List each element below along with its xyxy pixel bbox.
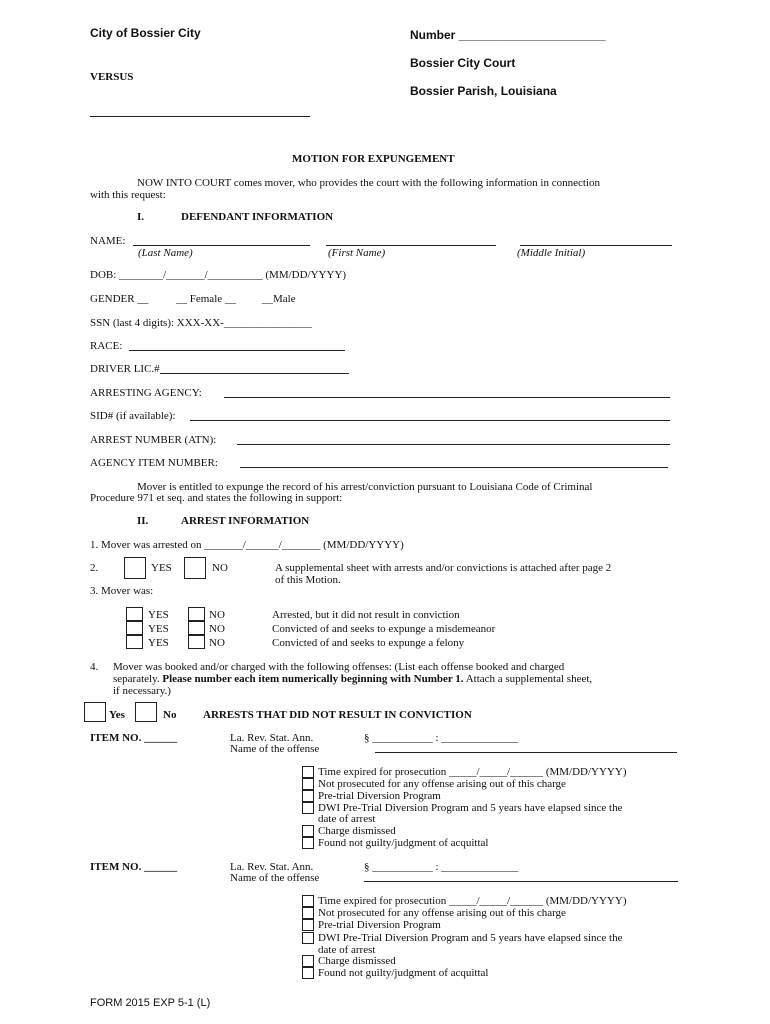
arrests-yes-label: Yes: [109, 709, 125, 721]
item1-number-field[interactable]: ITEM NO. ______: [90, 732, 178, 744]
versus-label: VERSUS: [90, 71, 134, 83]
middle-initial-field[interactable]: [520, 245, 672, 246]
item2-dwi-label-cont: date of arrest: [318, 944, 376, 956]
q3-row2-no-label: NO: [209, 623, 225, 635]
item2-not-guilty-label: Found not guilty/judgment of acquittal: [318, 967, 489, 979]
item1-statute-label: La. Rev. Stat. Ann.: [230, 732, 314, 744]
item1-not-guilty-label: Found not guilty/judgment of acquittal: [318, 837, 489, 849]
item1-not-prosecuted-checkbox[interactable]: [302, 778, 314, 790]
item2-offense-field[interactable]: [364, 881, 678, 882]
arrests-yes-checkbox[interactable]: [84, 702, 106, 722]
middle-initial-caption: (Middle Initial): [517, 247, 586, 259]
q3-row1-no-checkbox[interactable]: [188, 607, 205, 621]
item1-offense-label: Name of the offense: [230, 743, 320, 755]
name-label: NAME:: [90, 235, 126, 247]
last-name-field[interactable]: [133, 245, 310, 246]
item1-not-guilty-checkbox[interactable]: [302, 837, 314, 849]
item2-dwi-checkbox[interactable]: [302, 932, 314, 944]
gender-field[interactable]: GENDER __: [90, 293, 149, 305]
dob-field[interactable]: DOB: ________/_______/__________ (MM/DD/YYYY): [90, 269, 347, 281]
entitled-text-line2: Procedure 971 et seq. and states the following in support:: [90, 492, 343, 504]
q4-text-line1: Mover was booked and/or charged with the following offenses: (List each offense booked and charged: [113, 661, 565, 673]
first-name-caption: (First Name): [328, 247, 386, 259]
item2-not-prosecuted-label: Not prosecuted for any offense arising out of this charge: [318, 907, 566, 919]
race-field[interactable]: [129, 350, 345, 351]
q3-row1-yes-label: YES: [148, 609, 169, 621]
form-footer: FORM 2015 EXP 5-1 (L): [90, 997, 211, 1009]
entitled-text-line1: Mover is entitled to expunge the record of his arrest/conviction pursuant to Louisiana Code of Criminal: [137, 481, 593, 493]
item1-time-expired-checkbox[interactable]: [302, 766, 314, 778]
arrest-number-field[interactable]: [237, 444, 670, 445]
item1-time-expired-label: Time expired for prosecution _____/_____/______ (MM/DD/YYYY): [318, 766, 627, 778]
q4-text-line3: if necessary.): [113, 685, 171, 697]
item2-not-guilty-checkbox[interactable]: [302, 967, 314, 979]
item2-pretrial-checkbox[interactable]: [302, 919, 314, 931]
q3-row1-yes-checkbox[interactable]: [126, 607, 143, 621]
item1-dwi-checkbox[interactable]: [302, 802, 314, 814]
section2-number: II.: [137, 515, 149, 527]
arrests-no-checkbox[interactable]: [135, 702, 157, 722]
section1-heading: DEFENDANT INFORMATION: [181, 211, 334, 223]
case-number-field[interactable]: Number ______________________: [410, 28, 606, 42]
item2-number-field[interactable]: ITEM NO. ______: [90, 861, 178, 873]
ssn-field[interactable]: SSN (last 4 digits): XXX-XX-________________: [90, 317, 312, 329]
q2-yes-checkbox[interactable]: [124, 557, 146, 579]
section2-heading: ARREST INFORMATION: [181, 515, 310, 527]
agency-item-label: AGENCY ITEM NUMBER:: [90, 457, 218, 469]
female-option[interactable]: __ Female __: [176, 293, 236, 305]
q2-text-line1: A supplemental sheet with arrests and/or convictions is attached after page 2: [275, 562, 612, 574]
q3-row1-no-label: NO: [209, 609, 225, 621]
q3-option-misdemeanor: Convicted of and seeks to expunge a misdemeanor: [272, 623, 496, 635]
item1-dismissed-label: Charge dismissed: [318, 825, 396, 837]
q3-label: 3. Mover was:: [90, 585, 154, 597]
defendant-name-line[interactable]: [90, 116, 310, 117]
court-name: Bossier City Court: [410, 56, 516, 70]
driver-license-field[interactable]: [160, 373, 349, 374]
q2-no-checkbox[interactable]: [184, 557, 206, 579]
q4-text-line2: separately. Please number each item numerically beginning with Number 1. Attach a supplemental sheet,: [113, 673, 593, 685]
q3-row2-no-checkbox[interactable]: [188, 621, 205, 635]
sid-label: SID# (if available):: [90, 410, 176, 422]
section1-number: I.: [137, 211, 145, 223]
intro-text-line2: with this request:: [90, 189, 166, 201]
item2-pretrial-label: Pre-trial Diversion Program: [318, 919, 441, 931]
sid-field[interactable]: [190, 420, 670, 421]
driver-license-label: DRIVER LIC.#: [90, 363, 160, 375]
intro-text-line1: NOW INTO COURT comes mover, who provides the court with the following information in connection: [137, 177, 600, 189]
arresting-agency-label: ARRESTING AGENCY:: [90, 387, 202, 399]
q3-row3-no-label: NO: [209, 637, 225, 649]
city-name: City of Bossier City: [90, 26, 201, 40]
item2-time-expired-label: Time expired for prosecution _____/_____/______ (MM/DD/YYYY): [318, 895, 627, 907]
first-name-field[interactable]: [326, 245, 496, 246]
race-label: RACE:: [90, 340, 123, 352]
q3-row3-no-checkbox[interactable]: [188, 635, 205, 649]
q3-row3-yes-label: YES: [148, 637, 169, 649]
arrests-heading: ARRESTS THAT DID NOT RESULT IN CONVICTION: [203, 709, 472, 721]
agency-item-field[interactable]: [240, 467, 668, 468]
page-title: MOTION FOR EXPUNGEMENT: [292, 153, 455, 165]
item1-statute-field[interactable]: § ___________ : ______________: [364, 732, 519, 744]
q4-number: 4.: [90, 661, 99, 673]
q2-number: 2.: [90, 562, 99, 574]
item2-dismissed-label: Charge dismissed: [318, 955, 396, 967]
arrest-number-label: ARREST NUMBER (ATN):: [90, 434, 217, 446]
item1-offense-field[interactable]: [375, 752, 677, 753]
item1-not-prosecuted-label: Not prosecuted for any offense arising out of this charge: [318, 778, 566, 790]
item2-dwi-label: DWI Pre-Trial Diversion Program and 5 years have elapsed since the: [318, 932, 623, 944]
q2-yes-label: YES: [151, 562, 172, 574]
q3-row2-yes-checkbox[interactable]: [126, 621, 143, 635]
arrests-no-label: No: [163, 709, 177, 721]
item2-not-prosecuted-checkbox[interactable]: [302, 907, 314, 919]
item2-statute-label: La. Rev. Stat. Ann.: [230, 861, 314, 873]
item2-time-expired-checkbox[interactable]: [302, 895, 314, 907]
item1-pretrial-checkbox[interactable]: [302, 790, 314, 802]
q2-text-line2: of this Motion.: [275, 574, 341, 586]
male-option[interactable]: __Male: [262, 293, 296, 305]
item1-dismissed-checkbox[interactable]: [302, 825, 314, 837]
q2-no-label: NO: [212, 562, 228, 574]
item2-offense-label: Name of the offense: [230, 872, 320, 884]
last-name-caption: (Last Name): [138, 247, 193, 259]
q3-option-felony: Convicted of and seeks to expunge a felony: [272, 637, 465, 649]
arresting-agency-field[interactable]: [224, 397, 670, 398]
item1-pretrial-label: Pre-trial Diversion Program: [318, 790, 441, 802]
q3-row2-yes-label: YES: [148, 623, 169, 635]
item1-dwi-label: DWI Pre-Trial Diversion Program and 5 years have elapsed since the: [318, 802, 623, 814]
item2-dismissed-checkbox[interactable]: [302, 955, 314, 967]
parish-name: Bossier Parish, Louisiana: [410, 84, 557, 98]
item1-dwi-label-cont: date of arrest: [318, 813, 376, 825]
arrest-date-field[interactable]: 1. Mover was arrested on _______/______/_______ (MM/DD/YYYY): [90, 539, 404, 551]
q3-row3-yes-checkbox[interactable]: [126, 635, 143, 649]
q3-option-arrested: Arrested, but it did not result in conviction: [272, 609, 460, 621]
item2-statute-field[interactable]: § ___________ : ______________: [364, 861, 519, 873]
